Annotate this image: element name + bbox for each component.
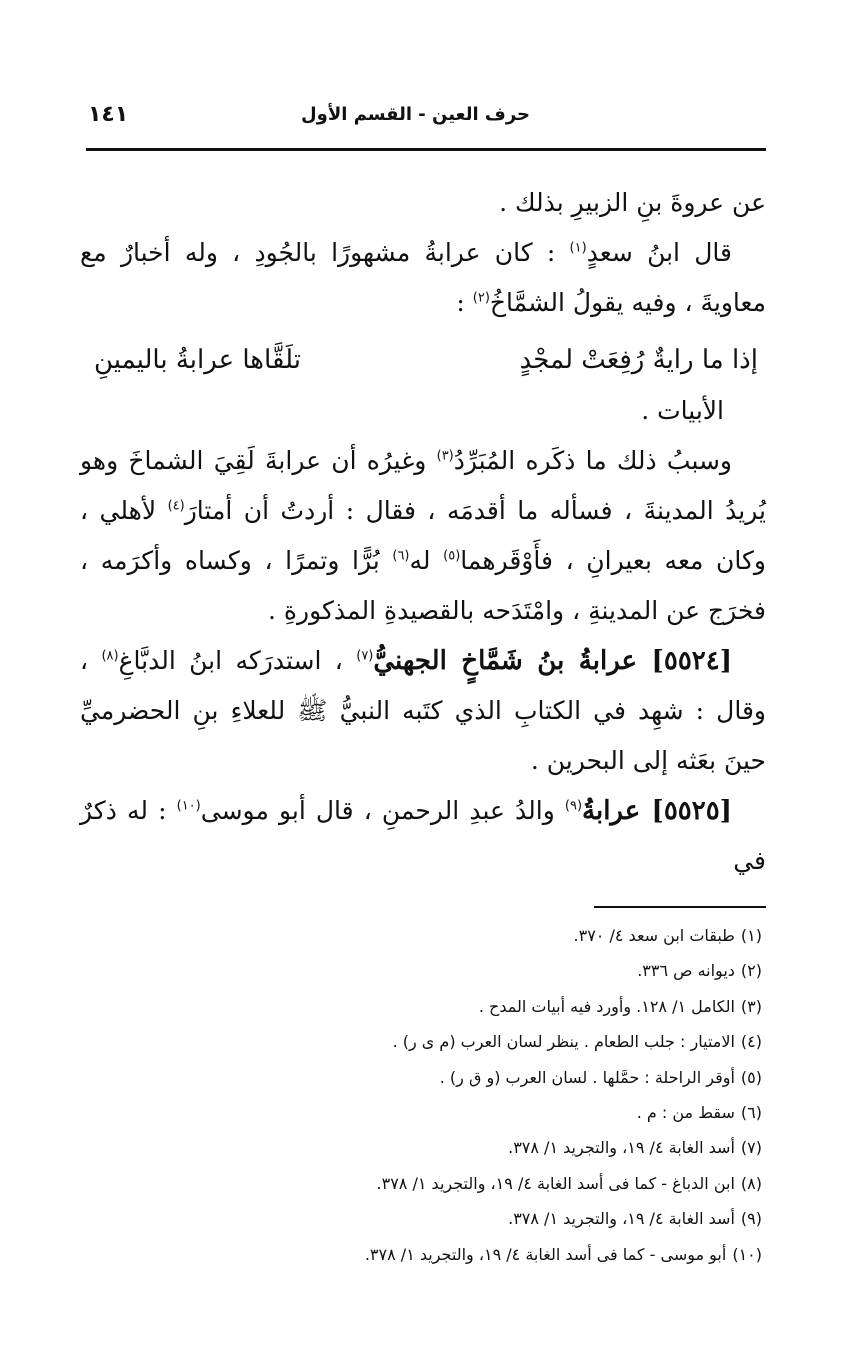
paragraph-3-text-d: له xyxy=(409,546,444,575)
running-title: حرف العين - القسم الأول xyxy=(301,104,530,125)
footnote-number: (٥) xyxy=(740,1067,762,1087)
footnote-number: (١٠) xyxy=(732,1244,762,1264)
footnote-text: أوقر الراحلة : حمَّلها . لسان العرب (و ق ر) . xyxy=(439,1067,735,1087)
paragraph-2-text-c: : xyxy=(456,288,473,317)
paragraph-2-text-a: قال ابنُ سعدٍ xyxy=(586,238,732,267)
footnote xyxy=(202,1166,762,1201)
footnote xyxy=(202,1060,762,1095)
entry-5524-text-b: ، وقال : شهِد في الكتابِ الذي كتَبه النبيُّ ﷺ للعلاءِ بنِ الحضرميِّ حينَ بعَثه إلى البحرين . xyxy=(80,646,766,775)
footnote xyxy=(202,1024,762,1059)
poetry-verse xyxy=(80,334,766,386)
page-header xyxy=(86,96,766,140)
footnote xyxy=(202,989,762,1024)
paragraph-2 xyxy=(80,228,766,328)
entry-5525-text-a: والدُ عبدِ الرحمنِ ، قال أبو موسى xyxy=(200,796,565,825)
verse-second-hemistich: تلَقَّاها عرابةُ باليمينِ xyxy=(94,345,301,375)
paragraph-1 xyxy=(80,178,766,228)
footnote-number: (٤) xyxy=(740,1032,762,1052)
footnote-number: (٩) xyxy=(740,1209,762,1229)
footnote-ref-6: (٦) xyxy=(392,548,410,564)
paragraph-3-text-e: بُرًّا وتمرًا ، وكساه وأكرَمه ، فخرَج عن المدينةِ ، وامْتَدَحه بالقصيدةِ المذكورةِ . xyxy=(80,546,766,625)
verse-continuation-text: الأبيات . xyxy=(641,396,724,425)
paragraph-2-text-b: : كان عرابةُ مشهورًا بالجُودِ ، وله أخبارٌ مع معاويةَ ، وفيه يقولُ الشمَّاخُ xyxy=(80,238,766,317)
verse-first-hemistich: إذا ما رايةٌ رُفِعَتْ لمجْدٍ xyxy=(519,345,758,375)
entry-5524-text-a: ، استدرَكه ابنُ الدبَّاغِ xyxy=(118,646,357,675)
footnote-number: (٦) xyxy=(740,1103,762,1123)
footnote-ref-8: (٨) xyxy=(101,648,119,664)
footnote-text: طبقات ابن سعد ٤/ ٣٧٠. xyxy=(573,926,735,945)
page-number: ١٤١ xyxy=(88,102,129,127)
footnote-number: (١) xyxy=(740,926,762,945)
footnote-text: أسد الغابة ٤/ ١٩، والتجريد ١/ ٣٧٨. xyxy=(508,1138,735,1158)
footnote xyxy=(202,1130,762,1165)
footnote-number: (٨) xyxy=(740,1173,762,1193)
paragraph-3-text-b: وغيرُه أن عرابةَ لَقِيَ الشماخَ وهو يُريدُ المدينةَ ، فسأله ما أقدمَه ، فقال : أردتُ أن أمتارَ xyxy=(80,446,766,525)
entry-5525 xyxy=(80,786,766,886)
footnote-text: الكامل ١/ ١٢٨. وأورد فيه أبيات المدح . xyxy=(478,996,735,1016)
footnote-ref-9: (٩) xyxy=(564,798,583,814)
paragraph-3-text-c: لأهلي ، وكان معه بعيرانِ ، فأَوْقَرهما xyxy=(80,496,766,575)
header-rule xyxy=(86,148,766,151)
footnote-number: (٣) xyxy=(740,996,762,1016)
footnote xyxy=(202,1237,762,1272)
main-text xyxy=(80,178,766,886)
footnote-number: (٢) xyxy=(740,961,762,981)
footnote xyxy=(202,918,762,953)
footnote-number: (٧) xyxy=(740,1138,762,1158)
entry-5524 xyxy=(80,636,766,786)
paragraph-3-text-a: وسببُ ذلك ما ذكَره المُبَرِّدُ xyxy=(453,446,733,475)
paragraph-3 xyxy=(80,436,766,636)
footnote-text: ابن الدباغ - كما فى أسد الغابة ٤/ ١٩، والتجريد ١/ ٣٧٨. xyxy=(376,1173,735,1193)
footnote-ref-4: (٤) xyxy=(167,498,185,514)
footnote-text: أسد الغابة ٤/ ١٩، والتجريد ١/ ٣٧٨. xyxy=(508,1209,735,1229)
footnote-ref-3: (٣) xyxy=(436,448,454,464)
footnote-text: سقط من : م . xyxy=(636,1103,735,1123)
footnotes xyxy=(202,918,762,1272)
entry-5525-text-b: : له ذكرٌ في xyxy=(80,796,766,875)
paragraph-1-text: عن عروةَ بنِ الزبيرِ بذلك . xyxy=(499,188,766,217)
footnote-text: ديوانه ص ٣٣٦. xyxy=(637,961,735,981)
entry-5525-heading: [٥٥٢٥] عرابةُ xyxy=(582,796,732,826)
footnote-text: الامتيار : جلب الطعام . ينظر لسان العرب (م ى ر) . xyxy=(392,1032,735,1052)
footnote xyxy=(202,1095,762,1130)
footnote-ref-10: (١٠) xyxy=(176,798,201,814)
footnote-ref-2: (٢) xyxy=(472,290,490,306)
footnote-separator xyxy=(594,906,766,908)
footnote xyxy=(202,1201,762,1236)
verse-continuation xyxy=(80,386,766,436)
footnote-ref-1: (١) xyxy=(569,240,587,256)
footnote-ref-7: (٧) xyxy=(356,648,374,664)
entry-5524-heading: [٥٥٢٤] عرابةُ بنُ شَمَّاخٍ الجهنيُّ xyxy=(373,646,733,676)
footnote-ref-5: (٥) xyxy=(443,548,461,564)
footnote xyxy=(202,953,762,988)
footnote-text: أبو موسى - كما فى أسد الغابة ٤/ ١٩، والتجريد ١/ ٣٧٨. xyxy=(364,1244,727,1264)
